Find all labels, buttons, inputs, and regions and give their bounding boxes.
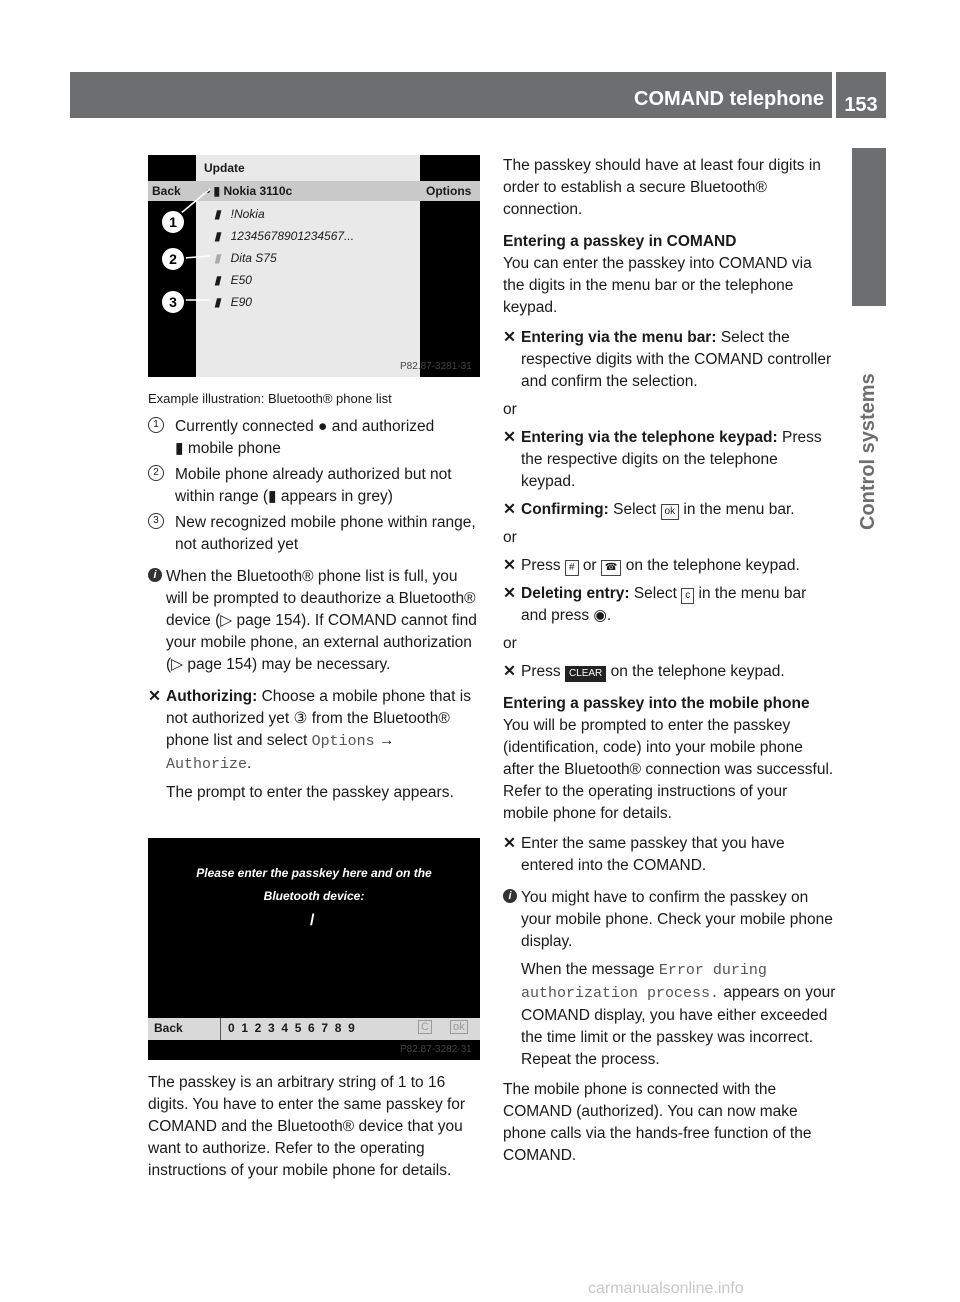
page-header	[70, 72, 886, 118]
back-button[interactable]: Back	[152, 184, 181, 198]
phone-icon: ▮	[214, 207, 231, 221]
step-arrow-icon: ✕	[503, 835, 516, 852]
digit-bar[interactable]: 0 1 2 3 4 5 6 7 8 9	[228, 1021, 355, 1035]
info-icon: i	[148, 568, 162, 582]
clear-key-icon: CLEAR	[565, 666, 606, 682]
phone-icon: ▮	[214, 251, 231, 265]
page-title: COMAND telephone	[634, 88, 824, 110]
phone-icon: ▮	[214, 229, 231, 243]
step-arrow-icon: ✕	[503, 557, 516, 574]
list-item: 3 New recognized mobile phone within range, not authorized yet	[148, 512, 481, 556]
callout-2: 2	[160, 246, 186, 272]
left-paragraph: The passkey is an arbitrary string of 1 to 16 digits. You have to enter the same passkey for COMAND and the Bluetooth® device that you want to authorize. Refer to the operating instructions of your mobile phone for details.	[148, 1074, 466, 1179]
c-key-icon: c	[681, 588, 694, 604]
info-note: i When the Bluetooth® phone list is full, you will be prompted to deauthorize a Bluetooth® device (▷ page 154). If COMAND cannot find your mobile phone, an external authorization (▷ page 154) may be necessary.	[148, 566, 481, 676]
callout-1: 1	[160, 209, 186, 235]
controller-icon: ◉	[593, 607, 607, 624]
watermark: carmanualsonline.info	[588, 1280, 744, 1297]
phone-row[interactable]: • ▮ Nokia 3110c	[206, 184, 293, 198]
back-button[interactable]: Back	[154, 1021, 183, 1035]
side-tab	[852, 148, 886, 306]
left-column	[148, 388, 481, 804]
update-label: Update	[204, 161, 245, 175]
connected-dot-icon: ●	[318, 418, 328, 435]
page-number: 153	[844, 94, 878, 116]
step: ✕ Entering via the telephone keypad: Press the respective digits on the telephone keypad.	[503, 429, 822, 490]
list-item: 2 Mobile phone already authorized but not within range (▮ appears in grey)	[148, 464, 481, 508]
authorized-phone-icon: ▮	[268, 488, 277, 505]
cursor: /	[310, 912, 315, 929]
step: ✕ Confirming: Select ok in the menu bar.	[503, 499, 836, 521]
callout-lines	[148, 155, 480, 377]
call-key-icon: ☎	[601, 560, 621, 576]
hash-key-icon: #	[565, 560, 579, 576]
connected-dot-icon: •	[206, 184, 214, 198]
phone-row[interactable]: ▮ E50	[214, 273, 252, 287]
prompt-line-1: Please enter the passkey here and on the	[196, 866, 432, 880]
number-badge: 1	[148, 417, 164, 433]
number-badge: 2	[148, 465, 164, 481]
side-label: Control systems	[857, 373, 879, 530]
section-heading: Entering a passkey into the mobile phone	[503, 695, 810, 712]
figure-phone-list	[148, 155, 480, 377]
options-button[interactable]: Options	[426, 184, 472, 198]
ok-key[interactable]: ok	[450, 1020, 468, 1034]
step-arrow-icon: ✕	[503, 585, 516, 602]
step-arrow-icon: ✕	[503, 501, 516, 518]
figure-passkey-prompt	[148, 838, 480, 1060]
number-badge: 3	[148, 513, 164, 529]
authorized-phone-icon: ▮	[175, 440, 184, 457]
info-note: i You might have to confirm the passkey on your mobile phone. Check your mobile phone display. When the message Error during authorization process. appears on your COMAND display, you have either exceeded the time limit or the passkey was incorrect. Repeat the process.	[503, 887, 836, 1071]
list-item: 1 Currently connected ● and authorized ▮ mobile phone	[148, 416, 481, 460]
step-arrow-icon: ✕	[503, 329, 516, 346]
phone-icon: ▮	[214, 295, 231, 309]
step-arrow-icon: ✕	[503, 429, 516, 446]
step: ✕ Press # or ☎ on the telephone keypad.	[503, 555, 836, 577]
right-column: The passkey should have at least four digits in order to establish a secure Bluetooth® connection. Entering a passkey in COMAND You can enter the passkey into COMAND via the digits in the menu bar or the telephone keypad. ✕ Entering via the menu bar: Select the respective digits with the COMAND controller and confirm the selection. or ✕ Entering via the telephone keypad: Press the respective digits on the telephone keypad. ✕ Confirming: Select ok in the menu bar. or ✕ Press # or ☎ on the telephone keypad. ✕ Deleting entry: Select c in the menu bar and press ◉. or ✕ Press CLEAR on the telephone keypad. Entering a passkey into the mobile phone You will be prompted to enter the passkey (identification, code) into your mobile phone after the Bluetooth® connection was successful. Refer to the operating instructions of your mobile phone for details. ✕ Enter the same passkey that you have entered into the COMAND. i You might have to confirm the passkey on your mobile phone. Check your mobile phone display. When the message Error during authorization process. appears on your COMAND display, you have either exceeded the time limit or the passkey was incorrect. Repeat the process. The mobile phone is connected with the COMAND (authorized). You can now make phone calls via the hands-free function of the COMAND.	[503, 157, 836, 1164]
step: ✕ Press CLEAR on the telephone keypad.	[503, 661, 836, 683]
phone-row[interactable]: ▮ E90	[214, 295, 252, 309]
phone-row[interactable]: ▮ Dita S75	[214, 251, 277, 265]
step: ✕ Deleting entry: Select c in the menu bar and press ◉.	[503, 585, 807, 624]
phone-icon: ▮	[214, 273, 231, 287]
step: ✕ Entering via the menu bar: Select the respective digits with the COMAND controller and confirm the selection.	[503, 329, 832, 390]
callout-3: 3	[160, 289, 186, 315]
phone-icon: ▮	[213, 184, 224, 198]
figure-code: P82.87-3282-31	[400, 1044, 472, 1055]
step-arrow-icon: ✕	[148, 688, 161, 705]
step-arrow-icon: ✕	[503, 663, 516, 680]
step: ✕ Enter the same passkey that you have entered into the COMAND.	[503, 835, 785, 874]
section-heading: Entering a passkey in COMAND	[503, 233, 737, 250]
phone-row[interactable]: ▮ 12345678901234567...	[214, 229, 355, 243]
phone-row[interactable]: ▮ !Nokia	[214, 207, 265, 221]
info-icon: i	[503, 889, 517, 903]
figure-caption: Example illustration: Bluetooth® phone list	[148, 391, 392, 406]
ok-key-icon: ok	[661, 504, 680, 520]
prompt-line-2: Bluetooth device:	[263, 889, 365, 903]
figure-code: P82.87-3281-31	[400, 361, 472, 372]
step-authorize: ✕ Authorizing: Choose a mobile phone that is not authorized yet ③ from the Bluetooth® phone list and select Options → Authorize. The prompt to enter the passkey appears.	[148, 688, 471, 801]
clear-key[interactable]: C	[418, 1020, 432, 1034]
